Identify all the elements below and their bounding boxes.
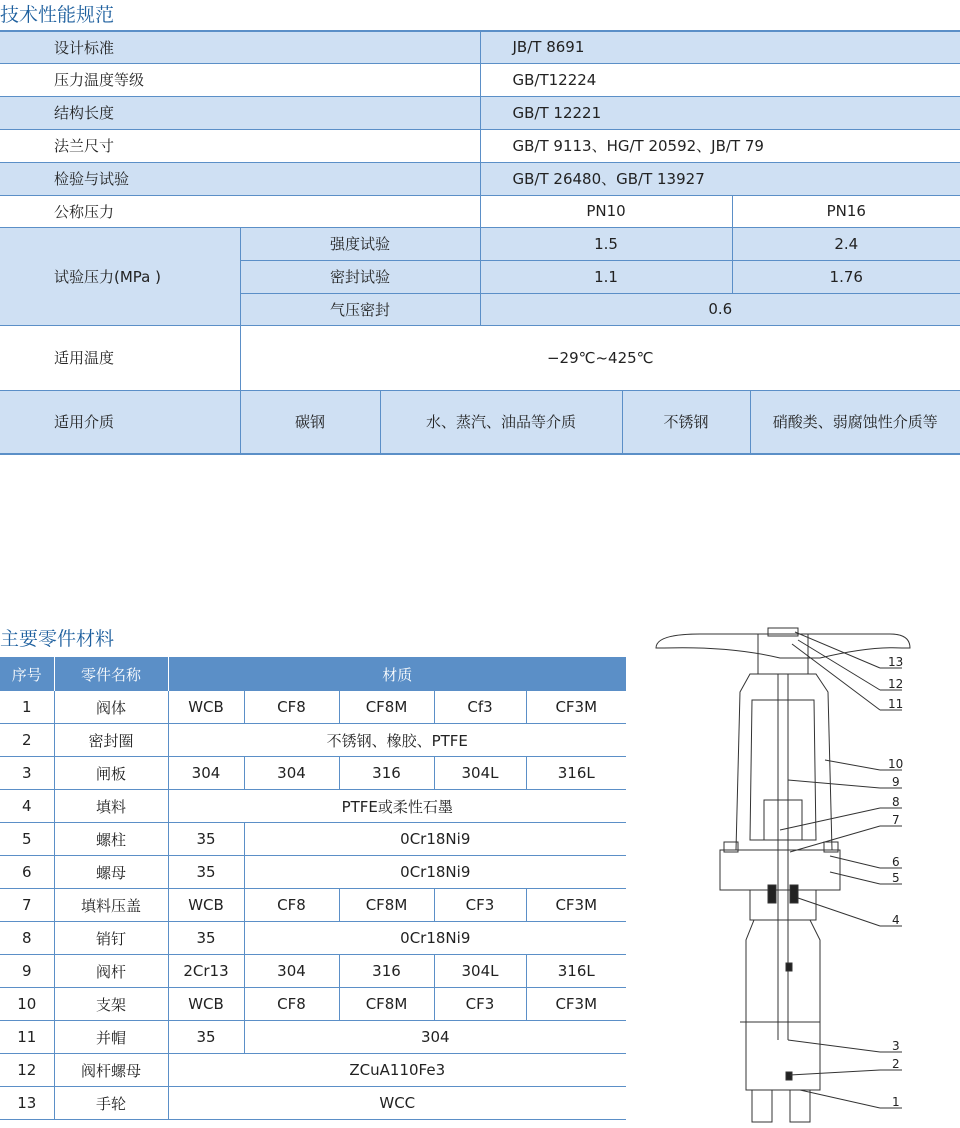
part-no: 12 — [0, 1054, 54, 1087]
table-row — [0, 1087, 626, 1120]
material-cell: 2Cr13 — [168, 955, 244, 988]
pn10-header: PN10 — [480, 195, 732, 227]
material-cell: 304L — [434, 757, 526, 790]
seal-test-pn16: 1.76 — [732, 260, 960, 293]
part-name: 并帽 — [54, 1021, 168, 1054]
part-no: 13 — [0, 1087, 54, 1120]
part-no: 5 — [0, 823, 54, 856]
part-no: 8 — [0, 922, 54, 955]
table-row — [0, 1021, 626, 1054]
strength-test-row — [0, 227, 960, 260]
part-no: 10 — [0, 988, 54, 1021]
spec-value: GB/T 26480、GB/T 13927 — [480, 162, 960, 195]
material-cell: Cf3 — [434, 691, 526, 724]
parts-section-title: 主要零件材料 — [0, 628, 115, 650]
part-name: 填料 — [54, 790, 168, 823]
table-row — [0, 724, 626, 757]
part-name: 螺母 — [54, 856, 168, 889]
handwheel-shape — [656, 634, 910, 658]
callout-1: 1 — [892, 1095, 900, 1109]
medium-label: 适用介质 — [0, 390, 240, 454]
spec-row — [0, 63, 960, 96]
seal-test-label: 密封试验 — [240, 260, 480, 293]
part-name: 闸板 — [54, 757, 168, 790]
strength-test-pn16: 2.4 — [732, 227, 960, 260]
material-cell: CF3M — [526, 691, 626, 724]
material-cell: 35 — [168, 922, 244, 955]
test-pressure-label: 试验压力(MPa ) — [0, 227, 240, 325]
header-no: 序号 — [0, 657, 54, 691]
material-cell: 0Cr18Ni9 — [244, 922, 626, 955]
air-seal-value: 0.6 — [480, 293, 960, 325]
seal-test-pn10: 1.1 — [480, 260, 732, 293]
spec-table — [0, 30, 960, 455]
spec-row — [0, 96, 960, 129]
spec-label: 检验与试验 — [0, 162, 480, 195]
part-no: 11 — [0, 1021, 54, 1054]
spec-value: GB/T 9113、HG/T 20592、JB/T 79 — [480, 129, 960, 162]
material-cell: CF8 — [244, 691, 339, 724]
material-cell: CF8M — [339, 691, 434, 724]
callout-11: 11 — [888, 697, 904, 711]
table-row — [0, 757, 626, 790]
spec-row — [0, 129, 960, 162]
callout-2: 2 — [892, 1057, 900, 1071]
air-seal-label: 气压密封 — [240, 293, 480, 325]
callout-10: 10 — [888, 757, 904, 771]
pn16-header: PN16 — [732, 195, 960, 227]
material-cell: 316L — [526, 757, 626, 790]
header-material: 材质 — [168, 657, 626, 691]
nominal-pressure-label: 公称压力 — [0, 195, 480, 227]
material-cell: 316 — [339, 757, 434, 790]
material-cell: 0Cr18Ni9 — [244, 856, 626, 889]
spec-label: 法兰尺寸 — [0, 129, 480, 162]
callout-4: 4 — [892, 913, 900, 927]
material-cell: WCB — [168, 988, 244, 1021]
material-cell: CF8 — [244, 988, 339, 1021]
material-cell: 304 — [244, 955, 339, 988]
part-name: 支架 — [54, 988, 168, 1021]
part-name: 阀杆螺母 — [54, 1054, 168, 1087]
valve-drawing — [640, 620, 960, 1128]
material-cell: WCB — [168, 889, 244, 922]
material-cell: 304 — [168, 757, 244, 790]
medium-stainless-steel: 不锈钢 — [622, 390, 750, 454]
callout-7: 7 — [892, 813, 900, 827]
material-cell: CF8M — [339, 988, 434, 1021]
spec-section-title: 技术性能规范 — [0, 4, 115, 26]
callout-5: 5 — [892, 871, 900, 885]
spec-row — [0, 31, 960, 63]
temperature-value: −29℃~425℃ — [240, 325, 960, 390]
table-row — [0, 856, 626, 889]
part-no: 9 — [0, 955, 54, 988]
part-no: 4 — [0, 790, 54, 823]
table-row — [0, 691, 626, 724]
table-row — [0, 955, 626, 988]
material-cell: 不锈钢、橡胶、PTFE — [168, 724, 626, 757]
parts-body — [0, 691, 626, 1120]
part-name: 填料压盖 — [54, 889, 168, 922]
spec-label: 结构长度 — [0, 96, 480, 129]
callout-9: 9 — [892, 775, 900, 789]
nominal-pressure-row — [0, 195, 960, 227]
material-cell: CF3 — [434, 988, 526, 1021]
callout-3: 3 — [892, 1039, 900, 1053]
material-cell: CF3M — [526, 889, 626, 922]
strength-test-label: 强度试验 — [240, 227, 480, 260]
material-cell: 316L — [526, 955, 626, 988]
header-part-name: 零件名称 — [54, 657, 168, 691]
material-cell: WCC — [168, 1087, 626, 1120]
spec-label: 设计标准 — [0, 31, 480, 63]
table-row — [0, 790, 626, 823]
part-name: 销钉 — [54, 922, 168, 955]
material-cell: PTFE或柔性石墨 — [168, 790, 626, 823]
callout-8: 8 — [892, 795, 900, 809]
medium-carbon-steel: 碳钢 — [240, 390, 380, 454]
part-name: 密封圈 — [54, 724, 168, 757]
parts-table — [0, 657, 626, 1120]
callout-13: 13 — [888, 655, 904, 669]
table-row — [0, 1054, 626, 1087]
part-no: 7 — [0, 889, 54, 922]
part-no: 6 — [0, 856, 54, 889]
table-row — [0, 823, 626, 856]
spec-value: JB/T 8691 — [480, 31, 960, 63]
spec-label: 压力温度等级 — [0, 63, 480, 96]
table-row — [0, 889, 626, 922]
strength-test-pn10: 1.5 — [480, 227, 732, 260]
part-no: 1 — [0, 691, 54, 724]
material-cell: ZCuA110Fe3 — [168, 1054, 626, 1087]
material-cell: 35 — [168, 856, 244, 889]
medium-carbon-steel-use: 水、蒸汽、油品等介质 — [380, 390, 622, 454]
part-name: 阀体 — [54, 691, 168, 724]
part-no: 3 — [0, 757, 54, 790]
part-name: 手轮 — [54, 1087, 168, 1120]
medium-stainless-steel-use: 硝酸类、弱腐蚀性介质等 — [750, 390, 960, 454]
spec-value: GB/T 12221 — [480, 96, 960, 129]
material-cell: 35 — [168, 823, 244, 856]
spec-value: GB/T12224 — [480, 63, 960, 96]
material-cell: CF8M — [339, 889, 434, 922]
material-cell: 304 — [244, 1021, 626, 1054]
material-cell: CF3 — [434, 889, 526, 922]
callout-12: 12 — [888, 677, 904, 691]
part-name: 螺柱 — [54, 823, 168, 856]
temperature-row — [0, 325, 960, 390]
callout-6: 6 — [892, 855, 900, 869]
material-cell: 304 — [244, 757, 339, 790]
material-cell: 316 — [339, 955, 434, 988]
spec-row — [0, 162, 960, 195]
material-cell: 0Cr18Ni9 — [244, 823, 626, 856]
part-name: 阀杆 — [54, 955, 168, 988]
temperature-label: 适用温度 — [0, 325, 240, 390]
part-no: 2 — [0, 724, 54, 757]
material-cell: CF3M — [526, 988, 626, 1021]
material-cell: 304L — [434, 955, 526, 988]
material-cell: CF8 — [244, 889, 339, 922]
material-cell: WCB — [168, 691, 244, 724]
material-cell: 35 — [168, 1021, 244, 1054]
table-row — [0, 922, 626, 955]
table-row — [0, 988, 626, 1021]
medium-row — [0, 390, 960, 454]
